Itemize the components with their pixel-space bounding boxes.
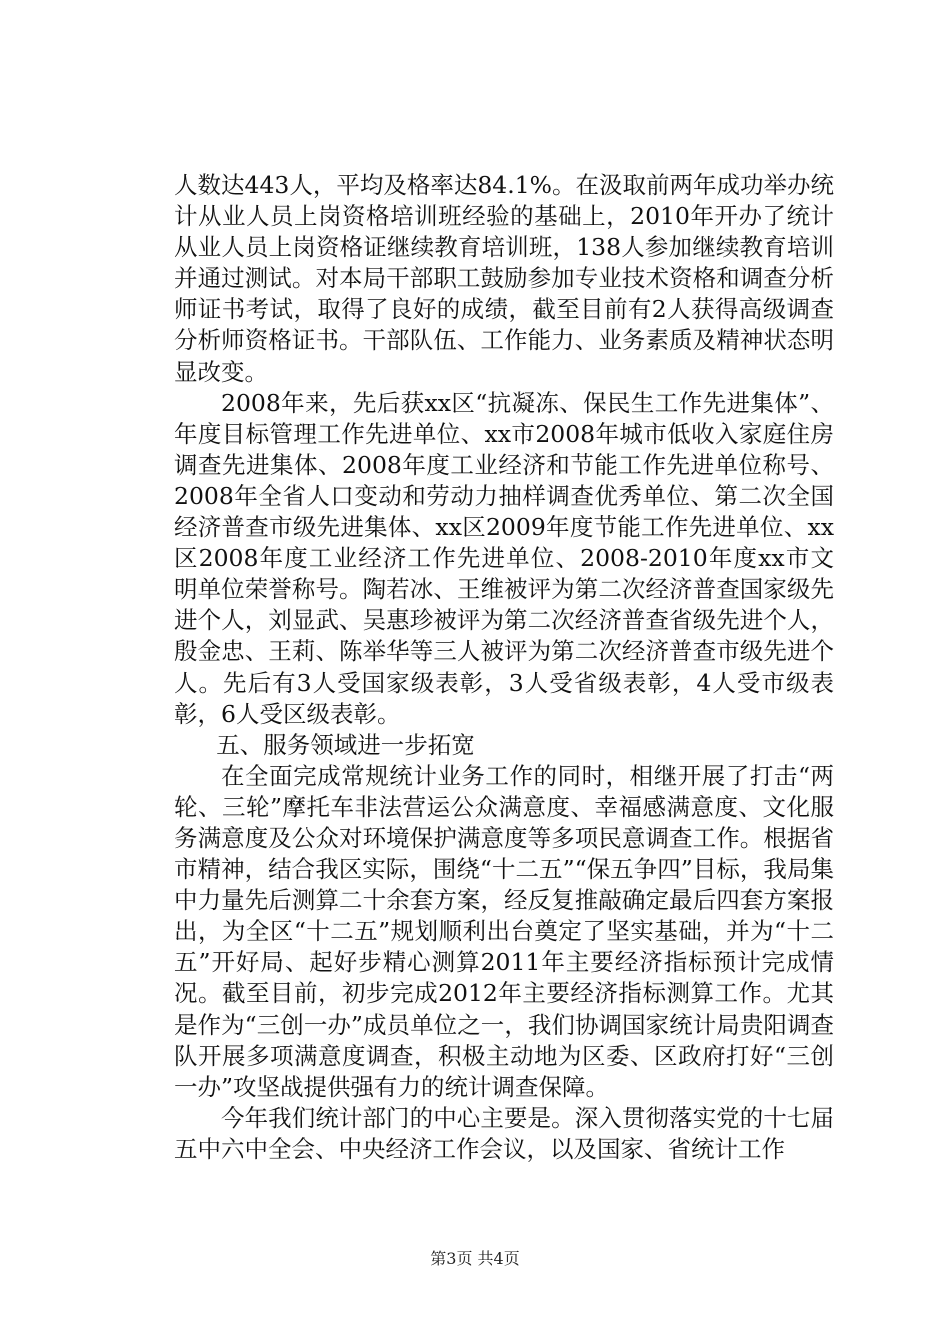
paragraph-honors: 2008年来，先后获xx区“抗凝冻、保民生工作先进集体”、年度目标管理工作先进单位、xx市2008年城市低收入家庭住房调查先进集体、2008年度工业经济和节能工作先进单位称号、2008年全省人口变动和劳动力抽样调查优秀单位、第二次全国经济普查市级先进集体、xx区2009年度节能工作先进单位、xx区2008年度工业经济工作先进单位、2008-2010年度xx市文明单位荣誉称号。陶若冰、王维被评为第二次经济普查国家级先进个人，刘显武、吴惠珍被评为第二次经济普查省级先进个人，殷金忠、王莉、陈举华等三人被评为第二次经济普查市级先进个人。先后有3人受国家级表彰，3人受省级表彰，4人受市级表彰，6人受区级表彰。 [174,388,834,728]
page-footer: 第3页 共4页 [430,1249,520,1268]
paragraph-training-results: 人数达443人，平均及格率达84.1%。在汲取前两年成功举办统计从业人员上岗资格培训班经验的基础上，2010年开办了统计从业人员上岗资格证继续教育培训班，138人参加继续教育培训并通过测试。对本局干部职工鼓励参加专业技术资格和调查分析师证书考试，取得了良好的成绩，截至目前有2人获得高级调查分析师资格证书。干部队伍、工作能力、业务素质及精神状态明显改变。 [174,171,835,386]
paragraph-service-expansion: 在全面完成常规统计业务工作的同时，相继开展了打击“两轮、三轮”摩托车非法营运公众满意度、幸福感满意度、文化服务满意度及公众对环境保护满意度等多项民意调查工作。根据省市精神，结合我区实际，围绕“十二五”“保五争四”目标，我局集中力量先后测算二十余套方案，经反复推敲确定最后四套方案报出，为全区“十二五”规划顺利出台奠定了坚实基础，并为“十二五”开好局、起好步精心测算2011年主要经济指标预计完成情况。截至目前，初步完成2012年主要经济指标测算工作。尤其是作为“三创一办”成员单位之一，我们协调国家统计局贵阳调查队开展多项满意度调查，积极主动地为区委、区政府打好“三创一办”攻坚战提供强有力的统计调查保障。 [174,761,834,1101]
document-body [174,170,834,1165]
paragraph-this-year-focus: 今年我们统计部门的中心主要是。深入贯彻落实党的十七届五中六中全会、中央经济工作会议，以及国家、省统计工作 [174,1103,834,1163]
section-heading-service-expansion: 五、服务领域进一步拓宽 [216,730,475,759]
